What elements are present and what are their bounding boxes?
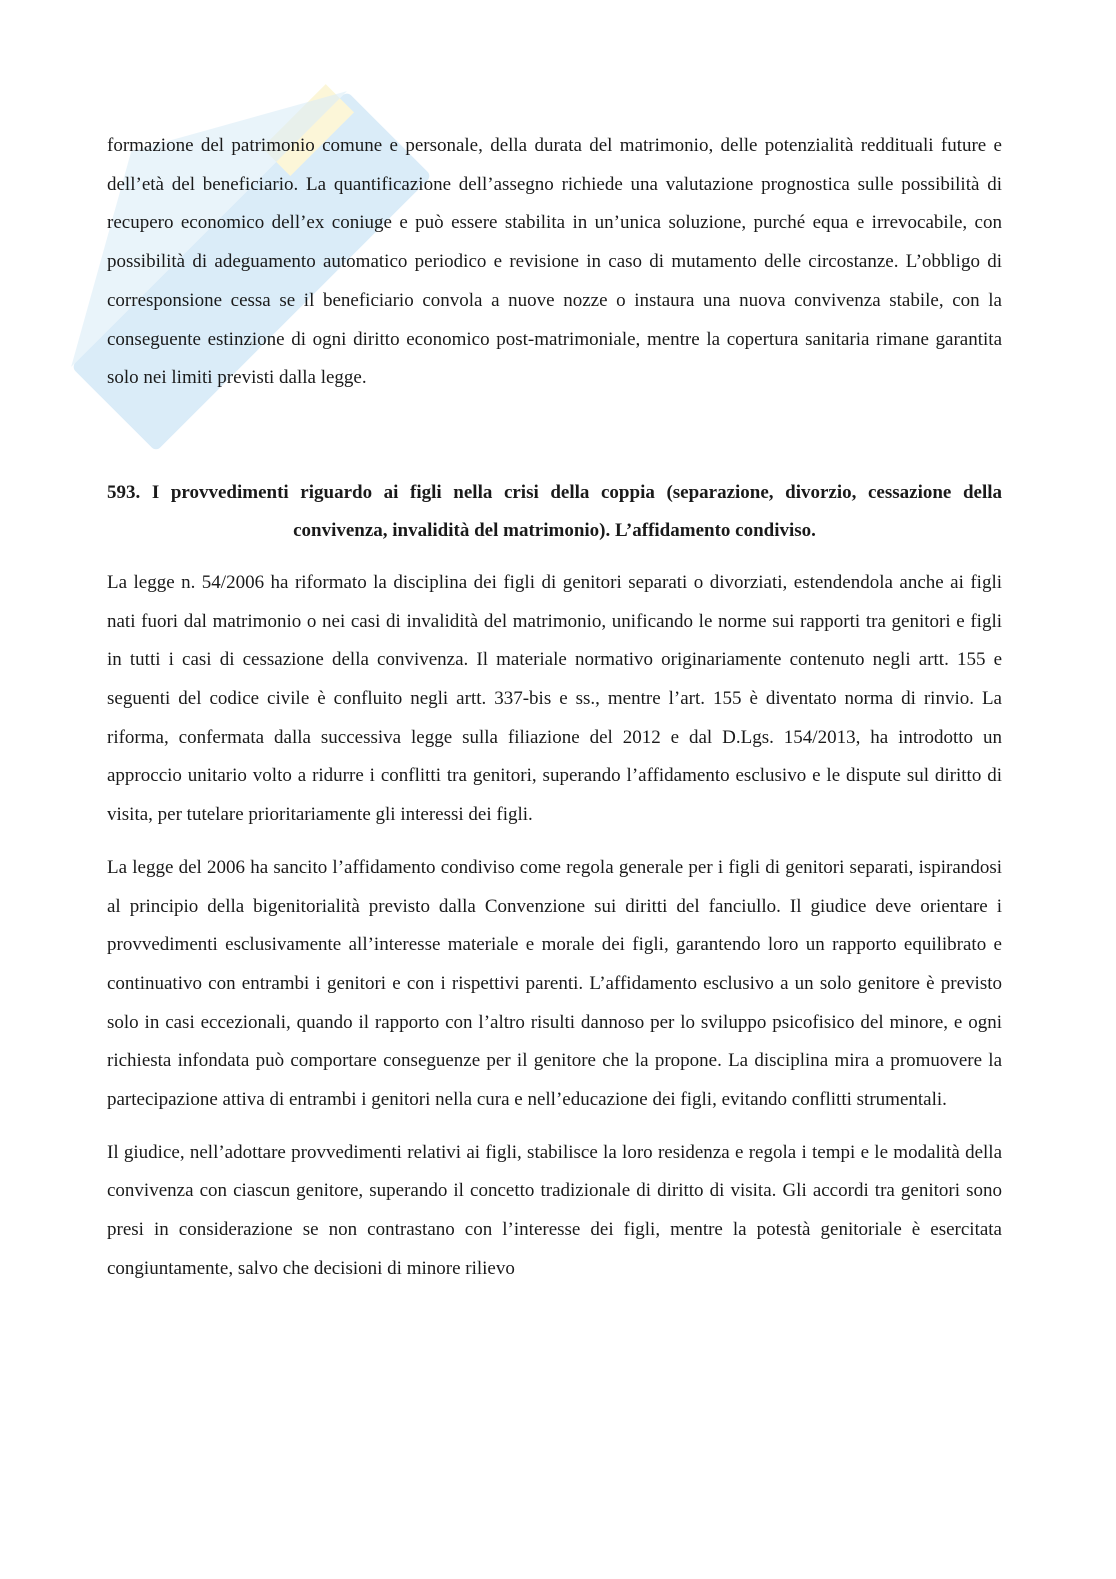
section-heading: 593. I provvedimenti riguardo ai figli nella crisi della coppia (separazione, divorzio, cessazione della convivenza, invalidità del matrimonio). L’affidamento condiviso. <box>107 481 1002 541</box>
document-page <box>107 127 1002 1289</box>
section-paragraph-3: Il giudice, nell’adottare provvedimenti relativi ai figli, stabilisce la loro residenza e regola i tempi e le modalità della convivenza con ciascun genitore, superando il concetto tradizionale di diritto di visita. Gli accordi tra genitori sono presi in considerazione se non contrastano con l’interesse dei figli, mentre la potestà genitoriale è esercitata congiuntamente, salvo che decisioni di minore rilievo <box>107 1141 1002 1279</box>
section-paragraph-1: La legge n. 54/2006 ha riformato la disciplina dei figli di genitori separati o divorziati, estendendola anche ai figli nati fuori dal matrimonio o nei casi di invalidità del matrimonio, unificando le norme sui rapporti tra genitori e figli in tutti i casi di cessazione della convivenza. Il materiale normativo originariamente contenuto negli artt. 155 e seguenti del codice civile è confluito negli artt. 337-bis e ss., mentre l’art. 155 è diventato norma di rinvio. La riforma, confermata dalla successiva legge sulla filiazione del 2012 e dal D.Lgs. 154/2013, ha introdotto un approccio unitario volto a ridurre i conflitti tra genitori, superando l’affidamento esclusivo e le dispute sul diritto di visita, per tutelare prioritariamente gli interessi dei figli. <box>107 571 1002 826</box>
section-paragraph-2: La legge del 2006 ha sancito l’affidamento condiviso come regola generale per i figli di genitori separati, ispirandosi al principio della bigenitorialità previsto dalla Convenzione sui diritti del fanciullo. Il giudice deve orientare i provvedimenti esclusivamente all’interesse materiale e morale dei figli, garantendo loro un rapporto equilibrato e continuativo con entrambi i genitori e con i rispettivi parenti. L’affidamento esclusivo a un solo genitore è previsto solo in casi eccezionali, quando il rapporto con l’altro risulti dannoso per lo sviluppo psicofisico del minore, e ogni richiesta infondata può comportare conseguenze per il genitore che la propone. La disciplina mira a promuovere la partecipazione attiva di entrambi i genitori nella cura e nell’educazione dei figli, evitando conflitti strumentali. <box>107 856 1002 1111</box>
intro-paragraph: formazione del patrimonio comune e personale, della durata del matrimonio, delle potenzialità reddituali future e dell’età del beneficiario. La quantificazione dell’assegno richiede una valutazione prognostica sulle possibilità di recupero economico dell’ex coniuge e può essere stabilita in un’unica soluzione, purché equa e irrevocabile, con possibilità di adeguamento automatico periodico e revisione in caso di mutamento delle circostanze. L’obbligo di corresponsione cessa se il beneficiario convola a nuove nozze o instaura una nuova convivenza stabile, con la conseguente estinzione di ogni diritto economico post-matrimoniale, mentre la copertura sanitaria rimane garantita solo nei limiti previsti dalla legge. <box>107 135 1002 389</box>
